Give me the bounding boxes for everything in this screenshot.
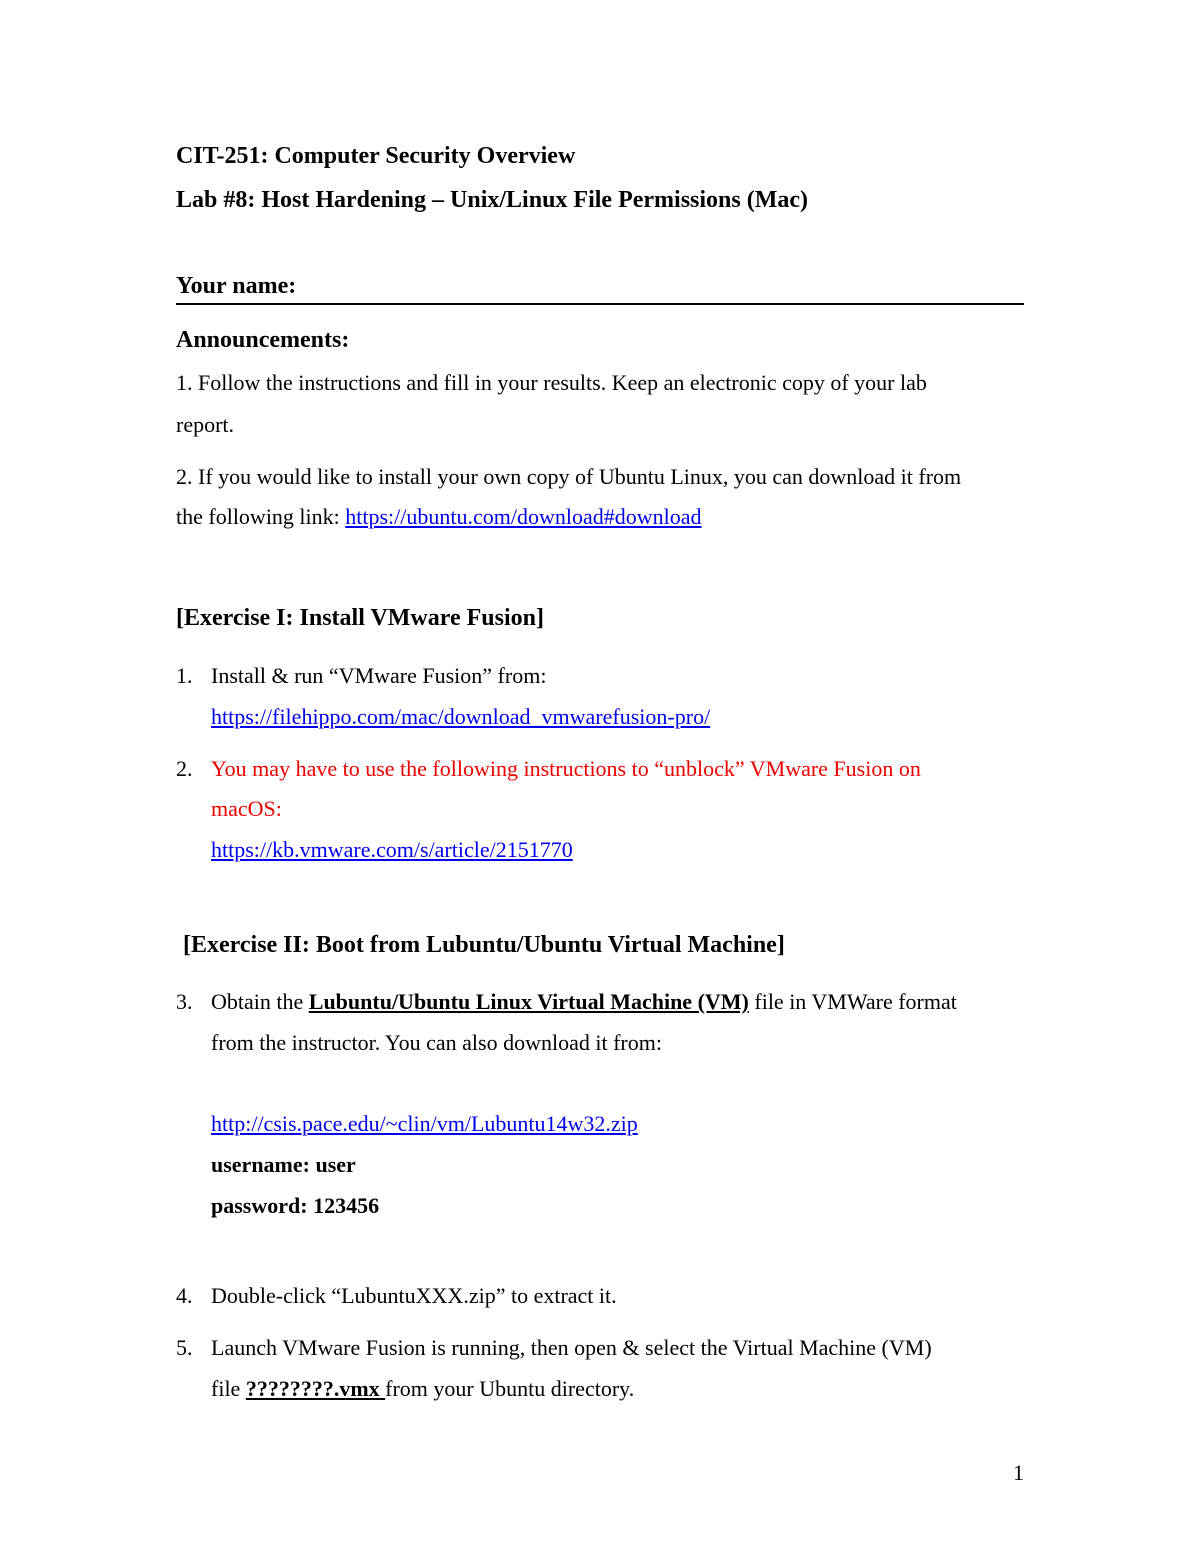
name-underline [176, 303, 1024, 305]
step-3-vm-name: Lubuntu/Ubuntu Linux Virtual Machine (VM) [308, 989, 749, 1014]
vmware-kb-article-link[interactable]: https://kb.vmware.com/s/article/2151770 [211, 837, 573, 862]
announcement-item-1-line-2: report. [176, 412, 235, 437]
step-5-post: from your Ubuntu directory. [385, 1376, 635, 1401]
announcement-item-2-line-1: 2. If you would like to install your own copy of Ubuntu Linux, you can download it from [176, 464, 962, 489]
step-5-line-1: Launch VMware Fusion is running, then open & select the Virtual Machine (VM) [211, 1335, 932, 1360]
announcement-item-1-line-1: 1. Follow the instructions and fill in your results. Keep an electronic copy of your lab [176, 370, 927, 395]
announcement-item-2-line-2 [176, 504, 702, 530]
announcement-item-2-prefix: the following link: [176, 504, 346, 529]
step-2-line-1: You may have to use the following instructions to “unblock” VMware Fusion on [211, 756, 921, 781]
password-text: password: 123456 [211, 1193, 380, 1218]
step-2-line-2: macOS: [211, 796, 282, 821]
step-3-post: file in VMWare format [748, 989, 957, 1014]
step-1-text: Install & run “VMware Fusion” from: [211, 663, 547, 688]
step-3-pre: Obtain the [211, 989, 309, 1014]
exercise-1-heading: [Exercise I: Install VMware Fusion] [176, 605, 544, 631]
step-3-link-line [211, 1111, 638, 1137]
step-2-number: 2. [176, 756, 193, 781]
page-number: 1 [1013, 1460, 1024, 1485]
step-2-link-line [211, 837, 573, 863]
step-4-number: 4. [176, 1283, 193, 1308]
username-text: username: user [211, 1152, 356, 1177]
exercise-2-heading: [Exercise II: Boot from Lubuntu/Ubuntu Virtual Machine] [183, 932, 785, 958]
step-5-vmx-file: ????????.vmx [245, 1376, 386, 1401]
step-3-number: 3. [176, 989, 193, 1014]
your-name-label: Your name: [176, 273, 297, 299]
step-1-link-line [211, 704, 710, 730]
vmware-fusion-download-link[interactable]: https://filehippo.com/mac/download_vmwarefusion-pro/ [211, 704, 711, 729]
course-title: CIT-251: Computer Security Overview [176, 143, 576, 169]
step-3-line-1 [211, 989, 957, 1015]
announcements-heading: Announcements: [176, 327, 350, 353]
lab-title: Lab #8: Host Hardening – Unix/Linux File Permissions (Mac) [176, 187, 809, 213]
lubuntu-zip-download-link[interactable]: http://csis.pace.edu/~clin/vm/Lubuntu14w32.zip [211, 1111, 638, 1136]
step-5-line-2 [211, 1376, 634, 1402]
step-5-number: 5. [176, 1335, 193, 1360]
step-3-line-2: from the instructor. You can also download it from: [211, 1030, 662, 1055]
step-5-pre: file [211, 1376, 246, 1401]
step-4-text: Double-click “LubuntuXXX.zip” to extract it. [211, 1283, 617, 1308]
step-1-number: 1. [176, 663, 193, 688]
ubuntu-download-link[interactable]: https://ubuntu.com/download#download [345, 504, 702, 529]
